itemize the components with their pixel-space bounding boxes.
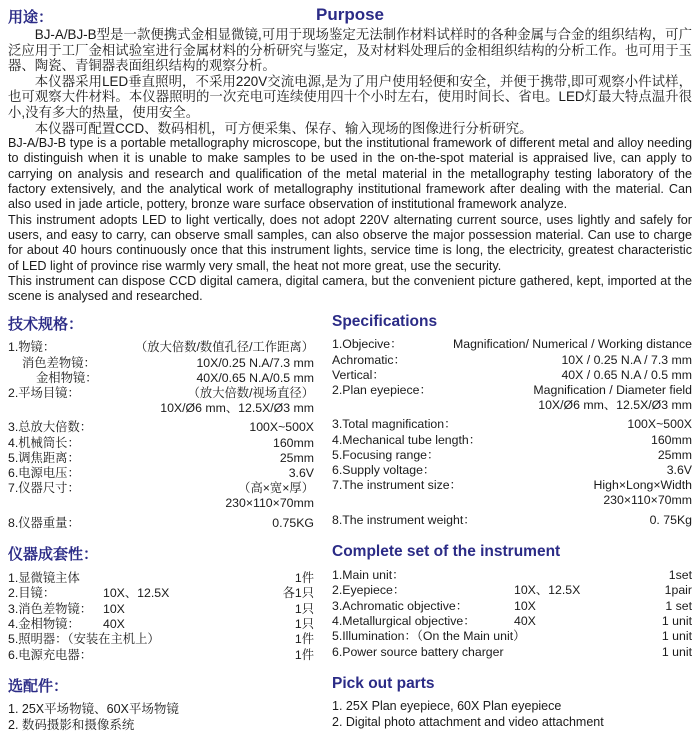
set-row: 6.电源充电器： 1件 (8, 647, 314, 662)
complete-set-en (332, 531, 692, 663)
purpose-text-en (8, 136, 692, 304)
specs-rows-en (332, 337, 692, 527)
optional-parts-section (8, 663, 692, 734)
purpose-paragraph-en-1: BJ-A/BJ-B type is a portable metallography microscope, but the institutional framework of different metal and alloy needing to distinguish when it is unable to make samples to be used in the on-the-spot material is appraised live, can apply to carrying on analysis and research and qualification of the metal material in the metallography testing laboratory of the factory extensively, and the analytical work of metallography institutional framework after dealing with the material. Can also used in jade article, pottery, bronze ware surface observation of institutional framework analyze. (8, 136, 692, 212)
spec-row: 消色差物镜： 10X/0.25 N.A/7.3 mm (22, 355, 314, 370)
option-item: 1. 25X平场物镜、60X平场物镜 (8, 702, 179, 717)
purpose-heading-en: Purpose (315, 5, 385, 24)
set-row: 1.Main unit： 1set (332, 567, 692, 582)
spec-row: 4.机械筒长： 160mm (8, 435, 314, 450)
spec-row: 7.The instrument size： High×Long×Width (332, 478, 692, 493)
specs-heading-zh: 技术规格： (8, 316, 84, 334)
optional-parts-en (332, 663, 692, 734)
set-row: 2.目镜： 10X、12.5X 各1只 (8, 586, 314, 601)
spec-row: 10X/Ø6 mm、12.5X/Ø3 mm (538, 398, 692, 413)
spec-row: 3.总放大倍数： 100X~500X (8, 420, 314, 435)
purpose-paragraph-zh-3: 本仪器可配置CCD、数码相机，可方便采集、保存、输入现场的图像进行分析研究。 (34, 120, 533, 136)
spec-row: 1.Objecive： Magnification/ Numerical / Working distance (332, 337, 692, 352)
set-row: 4.Metallurgical objective： 40X 1 unit (332, 614, 692, 629)
spec-row: Vertical： 40X / 0.65 N.A / 0.5 mm (332, 367, 692, 382)
set-row: 6.Power source battery charger 1 unit (332, 644, 692, 659)
spec-row: 2.平场目镜： （放大倍数/视场直径） (8, 386, 314, 401)
spec-row: 230×110×70mm (225, 496, 314, 511)
spec-row: 2.Plan eyepiece： Magnification / Diameter field (332, 383, 692, 398)
specifications-section (8, 304, 692, 530)
spec-row: 金相物镜： 40X/0.65 N.A/0.5 mm (36, 370, 314, 385)
set-row: 4.金相物镜： 40X 1只 (8, 617, 314, 632)
complete-set-zh (8, 531, 314, 663)
set-rows-en (332, 568, 692, 660)
purpose-paragraph-zh-1: BJ-A/BJ-B型是一款便携式金相显微镜,可用于现场鉴定无法制作材料试样时的各种金属与合金的组织结构，可广泛应用于工厂金相试验室进行金属材料的分析研究与鉴定，及对材料处理后的金相组织结构的分析工作。也可用于玉器、陶瓷、青铜器表面组织结构的观察分析。 (8, 27, 692, 74)
optional-parts-zh (8, 663, 314, 734)
specs-rows-zh (8, 340, 314, 530)
spec-row: 8.The instrument weight： 0. 75Kg (332, 512, 692, 527)
purpose-paragraph-en-3: This instrument can dispose CCD digital camera, digital camera, but the convenient picture gathered, kept, imported at the scene is analysed and researched. (8, 273, 692, 304)
set-row: 5.照明器：（安装在主机上） 1件 (8, 632, 314, 647)
specs-heading-en: Specifications (332, 313, 438, 331)
purpose-paragraph-en-2: This instrument adopts LED to light vertically, does not adopt 220V alternating current source, uses lightly and safely for users, and easy to carry, can observe small samples, can also observe the major possession material. Can use to charge for about 40 hours continuously once that this instrument lights, service time is long, the electricity, greatest characteristic of LED light of province rise warmly very small, the heat not more great, use the security. (8, 212, 692, 273)
purpose-paragraph-zh-2: 本仪器采用LED垂直照明，不采用220V交流电源,是为了用户使用轻便和安全，并便于携带,即可观察小件试样，也可观察大件材料。本仪器照明的一次充电可连续使用四十个小时左右，使用时间长、省电。LED灯最大特点温升很小,没有多大的热量，使用安全。 (8, 73, 692, 120)
spec-row: 10X/Ø6 mm、12.5X/Ø3 mm (160, 401, 314, 416)
purpose-heading-zh: 用途： (8, 9, 54, 26)
set-row: 2.Eyepiece： 10X、12.5X 1pair (332, 583, 692, 598)
options-heading-en: Pick out parts (332, 675, 435, 693)
complete-set-section (8, 531, 692, 663)
set-row: 1.显微镜主体 1件 (8, 570, 314, 585)
spec-row: Achromatic： 10X / 0.25 N.A / 7.3 mm (332, 352, 692, 367)
spec-row: 1.物镜： （放大倍数/数值孔径/工作距离） (8, 340, 314, 355)
specifications-en (332, 304, 692, 530)
set-row: 3.消色差物镜： 10X 1只 (8, 601, 314, 616)
purpose-header (8, 5, 692, 27)
spec-row: 4.Mechanical tube length： 160mm (332, 432, 692, 447)
set-heading-zh: 仪器成套性： (8, 545, 99, 563)
options-heading-zh: 选配件： (8, 678, 69, 696)
spec-row: 6.电源电压： 3.6V (8, 466, 314, 481)
spec-row: 8.仪器重量： 0.75KG (8, 515, 314, 530)
spec-row: 5.调焦距离： 25mm (8, 450, 314, 465)
set-rows-zh (8, 571, 314, 663)
set-row: 3.Achromatic objective： 10X 1 set (332, 598, 692, 613)
option-item: 2. Digital photo attachment and video attachment (332, 715, 604, 730)
spec-row: 3.Total magnification： 100X~500X (332, 417, 692, 432)
option-item: 2. 数码摄影和摄像系统 (8, 718, 135, 733)
spec-row: 6.Supply voltage： 3.6V (332, 463, 692, 478)
spec-row: 7.仪器尺寸： （高×宽×厚） (8, 481, 314, 496)
spec-row: 5.Focusing range： 25mm (332, 447, 692, 462)
spec-row: 230×110×70mm (603, 493, 692, 508)
purpose-text-zh (8, 27, 692, 136)
set-row: 5.Illumination：（On the Main unit） 1 unit (332, 629, 692, 644)
option-item: 1. 25X Plan eyepiece, 60X Plan eyepiece (332, 699, 562, 714)
specifications-zh (8, 304, 314, 530)
set-heading-en: Complete set of the instrument (332, 542, 561, 560)
